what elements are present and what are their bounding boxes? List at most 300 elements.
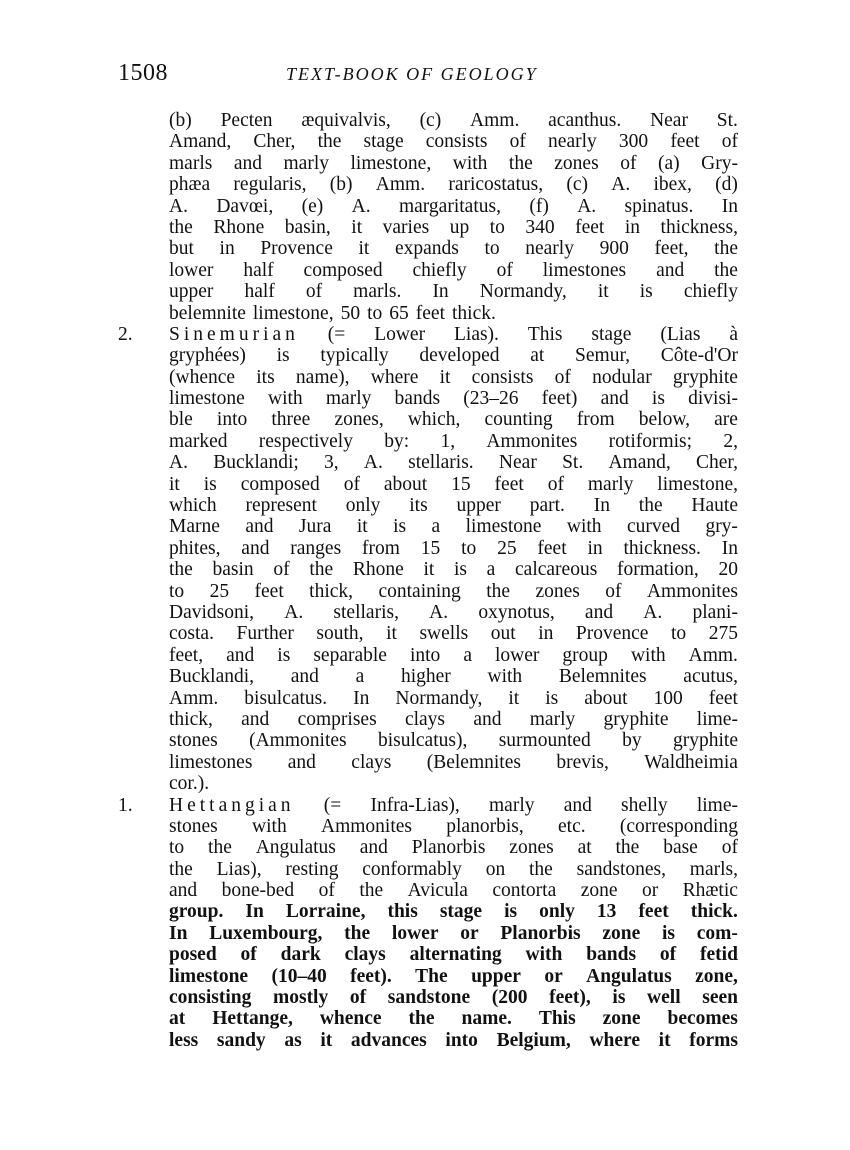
- word: etc.: [558, 815, 586, 837]
- word: with: [252, 815, 287, 837]
- word: name),: [295, 366, 350, 388]
- word: 50: [340, 302, 361, 324]
- word: stellaris.: [408, 452, 474, 474]
- word: in: [538, 623, 554, 645]
- word: is: [639, 281, 653, 303]
- text-line: [169, 944, 738, 965]
- word: advances: [350, 1029, 427, 1051]
- word: name.: [461, 1008, 512, 1030]
- word: Planorbis: [411, 837, 486, 859]
- word: Near: [498, 452, 537, 474]
- word: forms: [689, 1029, 738, 1051]
- word: ibex,: [653, 174, 692, 196]
- word: stones: [169, 730, 218, 752]
- word: costa.: [169, 623, 214, 645]
- word: In: [721, 195, 738, 217]
- word: clays: [344, 944, 386, 966]
- word: fetid: [700, 944, 738, 966]
- word: cor.).: [169, 773, 210, 795]
- word: (10–40: [271, 965, 327, 987]
- word: it: [351, 216, 363, 238]
- word: of: [620, 152, 637, 174]
- word: feet: [575, 216, 605, 238]
- word: below,: [638, 409, 691, 431]
- word: of: [509, 131, 526, 153]
- word: sandy: [216, 1029, 266, 1051]
- word: zone: [580, 880, 618, 902]
- word: three: [271, 409, 311, 431]
- word: Angulatus: [255, 837, 336, 859]
- word: as: [284, 1029, 302, 1051]
- word: where: [589, 1029, 641, 1051]
- word: and: [600, 388, 629, 410]
- word: St.: [562, 452, 584, 474]
- word: is: [545, 687, 559, 709]
- text-line: [169, 345, 738, 366]
- word: Rhætic: [682, 880, 738, 902]
- word: 13: [596, 901, 617, 923]
- word: phites,: [169, 537, 221, 559]
- word: 275: [708, 623, 738, 645]
- text-line: [169, 474, 738, 495]
- word: by:: [384, 430, 410, 452]
- word: of: [496, 259, 513, 281]
- body-text: [118, 110, 738, 1051]
- text-line: [169, 303, 738, 324]
- word: it: [358, 238, 370, 260]
- text-line: [169, 666, 738, 687]
- word: feet: [254, 580, 284, 602]
- word: group.: [169, 901, 224, 923]
- word: of: [721, 131, 738, 153]
- entry-number: 2.: [118, 323, 133, 345]
- word: zones: [554, 152, 599, 174]
- word: base: [663, 837, 698, 859]
- word: but: [169, 238, 194, 260]
- word: is: [393, 516, 407, 538]
- word: Provence: [260, 238, 333, 260]
- word: stage: [439, 901, 483, 923]
- word: belemnite: [169, 302, 246, 324]
- word: lower: [495, 644, 540, 666]
- word: to: [169, 580, 185, 602]
- word: or: [460, 922, 479, 944]
- word: Infra-Lias),: [370, 794, 460, 816]
- word: Luxembourg,: [209, 922, 323, 944]
- text-line: [169, 409, 738, 430]
- word: feet: [638, 901, 669, 923]
- word: comprises: [297, 708, 377, 730]
- word: or: [641, 880, 659, 902]
- word: Cher,: [253, 131, 296, 153]
- word: sandstone: [387, 987, 471, 1009]
- word: it: [508, 687, 520, 709]
- word: consists: [425, 131, 488, 153]
- word: marls,: [689, 858, 738, 880]
- word: bisulcatus.: [244, 687, 328, 709]
- running-head: [118, 60, 758, 90]
- stage-name: Hettangian: [169, 794, 295, 816]
- word: A.: [611, 174, 631, 196]
- text-line: [169, 901, 738, 922]
- word: of: [318, 880, 335, 902]
- word: from: [362, 537, 400, 559]
- word: 15: [420, 537, 441, 559]
- word: A.: [577, 195, 597, 217]
- word: it: [423, 559, 435, 581]
- word: in: [624, 216, 641, 238]
- word: thickness,: [660, 216, 738, 238]
- word: of: [273, 559, 290, 581]
- word: A.: [351, 195, 371, 217]
- word: the: [344, 922, 371, 944]
- word: regularis,: [233, 174, 307, 196]
- text-line: [169, 452, 738, 473]
- word: Belemnites: [558, 666, 647, 688]
- word: to: [671, 623, 687, 645]
- word: consists: [471, 366, 534, 388]
- paragraph-continuation: [169, 110, 738, 324]
- word: curved: [626, 516, 681, 538]
- text-line: [169, 110, 738, 131]
- word: (=: [323, 794, 342, 816]
- word: (a): [657, 152, 680, 174]
- word: 65: [389, 302, 409, 324]
- word: into: [409, 644, 441, 666]
- word: stones: [169, 815, 218, 837]
- word: gryphées): [169, 345, 246, 367]
- word: nearly: [525, 238, 574, 260]
- text-line: [169, 623, 738, 644]
- word: varies: [382, 216, 430, 238]
- word: contorta: [492, 880, 557, 902]
- word: Angulatus: [586, 965, 672, 987]
- word: (Lias: [660, 323, 701, 345]
- word: marly: [587, 473, 634, 495]
- word: containing: [378, 580, 461, 602]
- word: zones: [509, 837, 554, 859]
- word: and: [169, 880, 198, 902]
- word: expands: [394, 238, 459, 260]
- word: Provence: [575, 623, 649, 645]
- text-line: [169, 645, 738, 666]
- word: only: [539, 901, 575, 923]
- word: (200: [491, 987, 528, 1009]
- word: dark: [280, 944, 321, 966]
- word: of: [721, 837, 738, 859]
- word: Amm.: [470, 110, 520, 131]
- word: is: [612, 987, 626, 1009]
- word: marly: [489, 794, 535, 816]
- word: of: [554, 366, 571, 388]
- word: alternating: [409, 944, 502, 966]
- word: (23–26: [463, 388, 519, 410]
- word: Amand,: [169, 131, 232, 153]
- word: lime-: [696, 708, 738, 730]
- word: feet: [708, 687, 738, 709]
- word: the: [508, 152, 533, 174]
- word: thick.: [690, 901, 738, 923]
- word: the: [169, 858, 193, 880]
- word: is: [504, 901, 518, 923]
- word: composed: [240, 473, 320, 495]
- word: bands: [586, 944, 637, 966]
- word: In: [169, 922, 188, 944]
- word: feet),: [549, 987, 591, 1009]
- word: out: [490, 623, 516, 645]
- word: with: [566, 516, 602, 538]
- word: Lorraine,: [285, 901, 366, 923]
- word: in: [587, 537, 603, 559]
- word: Davidsoni,: [169, 601, 255, 623]
- word: swells: [419, 623, 469, 645]
- word: this: [387, 901, 418, 923]
- text-line: [169, 987, 738, 1008]
- word: calcareous: [515, 559, 598, 581]
- word: conformably: [362, 858, 462, 880]
- word: half: [244, 281, 275, 303]
- word: chiefly: [412, 259, 467, 281]
- text-line: [169, 281, 738, 302]
- text-line: [169, 516, 738, 537]
- word: Amm.: [688, 644, 738, 666]
- word: with: [268, 388, 303, 410]
- text-line: [169, 730, 738, 751]
- word: gryphite: [672, 366, 738, 388]
- word: bisulcatus),: [377, 730, 468, 752]
- word: clays: [351, 751, 392, 773]
- word: limestone: [169, 965, 249, 987]
- word: (e): [301, 195, 324, 217]
- word: 25: [209, 580, 230, 602]
- word: (d): [715, 174, 738, 196]
- word: Bucklandi;: [213, 452, 299, 474]
- word: or: [544, 965, 563, 987]
- text-line: [169, 688, 738, 709]
- page-number: 1508: [118, 60, 168, 86]
- word: Planorbis: [500, 922, 581, 944]
- word: formation,: [616, 559, 699, 581]
- word: developed: [419, 345, 500, 367]
- word: zones,: [334, 409, 384, 431]
- stage-name: Sinemurian: [169, 323, 299, 345]
- word: shelly: [621, 794, 668, 816]
- word: 1,: [440, 430, 456, 452]
- word: Avicula: [407, 880, 468, 902]
- word: lower: [169, 259, 214, 281]
- word: Gry-: [701, 152, 738, 174]
- word: Cher,: [695, 452, 738, 474]
- word: A.: [363, 452, 383, 474]
- word: lower: [391, 922, 439, 944]
- word: higher: [400, 666, 451, 688]
- word: thick.: [452, 302, 496, 324]
- word: limestone: [169, 388, 245, 410]
- word: feet).: [350, 965, 392, 987]
- text-line: [169, 1030, 738, 1051]
- word: ranges: [290, 537, 342, 559]
- word: of: [240, 944, 257, 966]
- word: zone,: [695, 965, 738, 987]
- word: phæa: [169, 174, 211, 196]
- word: less: [169, 1029, 199, 1051]
- word: 100: [653, 687, 683, 709]
- word: becomes: [667, 1008, 738, 1030]
- word: plani-: [692, 601, 738, 623]
- word: it: [320, 1029, 333, 1051]
- word: bands: [394, 388, 441, 410]
- text-line: [169, 752, 738, 773]
- word: marly: [325, 388, 372, 410]
- word: nodular: [592, 366, 652, 388]
- word: acanthus.: [548, 110, 622, 131]
- book-title: TEXT-BOOK OF GEOLOGY: [286, 64, 538, 84]
- word: whence: [319, 1008, 382, 1030]
- word: the: [309, 559, 334, 581]
- word: (c): [419, 110, 442, 131]
- stage-entry-hettangian: [118, 794, 738, 1052]
- word: Rhone: [352, 559, 404, 581]
- word: and: [241, 708, 270, 730]
- word: Jura: [298, 516, 332, 538]
- word: typically: [320, 345, 389, 367]
- word: half: [243, 259, 274, 281]
- word: margaritatus,: [398, 195, 501, 217]
- word: Ammonites: [646, 580, 738, 602]
- word: by: [622, 730, 642, 752]
- word: divisi-: [688, 388, 738, 410]
- word: marly: [529, 708, 576, 730]
- word: surmounted: [498, 730, 591, 752]
- word: 3,: [324, 452, 339, 474]
- word: In: [432, 281, 449, 303]
- word: and: [473, 708, 502, 730]
- word: on: [485, 858, 506, 880]
- word: A.: [284, 601, 304, 623]
- word: (Belemnites: [426, 751, 521, 773]
- word: Rhone: [213, 216, 265, 238]
- word: This: [538, 1008, 576, 1030]
- text-line: [169, 837, 738, 858]
- text-line: [169, 559, 738, 580]
- word: limestone,: [350, 152, 432, 174]
- word: feet: [670, 131, 700, 153]
- word: it: [658, 1029, 671, 1051]
- word: the: [615, 837, 640, 859]
- word: to: [169, 837, 185, 859]
- word: zones: [535, 580, 580, 602]
- word: sandstones,: [576, 858, 666, 880]
- word: and: [226, 644, 255, 666]
- word: limestone,: [657, 473, 738, 495]
- word: A.: [169, 195, 188, 217]
- word: the: [714, 238, 738, 260]
- word: stage: [363, 131, 404, 153]
- word: resting: [285, 858, 339, 880]
- word: ble: [169, 409, 193, 431]
- word: Further: [236, 623, 294, 645]
- word: from: [576, 409, 615, 431]
- word: it: [597, 281, 609, 303]
- word: Lias).: [453, 323, 499, 345]
- word: and: [290, 666, 319, 688]
- word: 2,: [723, 430, 738, 452]
- word: In: [353, 687, 370, 709]
- word: at: [169, 1008, 186, 1030]
- word: of: [349, 987, 367, 1009]
- word: thick,: [309, 580, 354, 602]
- word: of: [605, 580, 622, 602]
- word: Near: [650, 110, 688, 131]
- word: stage: [591, 323, 632, 345]
- text-line: [169, 174, 738, 195]
- word: which,: [407, 409, 461, 431]
- word: it: [169, 473, 180, 495]
- word: composed: [303, 259, 383, 281]
- word: Hettange,: [212, 1008, 293, 1030]
- word: with: [487, 666, 523, 688]
- word: it: [439, 366, 451, 388]
- word: basin,: [284, 216, 331, 238]
- word: the: [169, 559, 193, 581]
- word: respectively: [258, 430, 353, 452]
- word: Normandy,: [479, 281, 567, 303]
- word: marked: [169, 430, 228, 452]
- word: it: [356, 516, 368, 538]
- word: seen: [702, 987, 738, 1009]
- entry-number: 1.: [118, 794, 133, 816]
- word: the: [208, 837, 232, 859]
- word: com-: [696, 922, 738, 944]
- word: (whence: [169, 366, 236, 388]
- text-line: [169, 880, 738, 901]
- word: bone-bed: [221, 880, 295, 902]
- text-line: [169, 602, 738, 623]
- word: (corresponding: [619, 815, 738, 837]
- text-line: [169, 709, 738, 730]
- word: to: [484, 238, 500, 260]
- text-line: [169, 260, 738, 281]
- word: at: [530, 345, 545, 367]
- word: In: [593, 495, 610, 517]
- word: the: [317, 131, 342, 153]
- word: limestone,: [252, 302, 334, 324]
- word: Lower: [374, 323, 426, 345]
- word: stellaris,: [333, 601, 399, 623]
- word: In: [245, 901, 264, 923]
- word: a: [431, 516, 441, 538]
- word: with: [452, 152, 488, 174]
- word: represent: [245, 495, 317, 517]
- word: is: [203, 473, 217, 495]
- word: and: [245, 516, 274, 538]
- word: are: [714, 409, 738, 431]
- word: feet): [541, 388, 578, 410]
- text-line: [169, 966, 738, 987]
- word: into: [445, 1029, 478, 1051]
- word: the: [486, 580, 511, 602]
- word: where: [370, 366, 419, 388]
- word: and: [359, 837, 388, 859]
- word: in: [219, 238, 235, 260]
- word: group: [562, 644, 608, 666]
- word: A.: [169, 452, 188, 474]
- word: raricostatus,: [448, 174, 544, 196]
- word: and: [563, 794, 592, 816]
- word: 300: [618, 131, 649, 153]
- word: at: [577, 837, 592, 859]
- word: limestones: [169, 751, 253, 773]
